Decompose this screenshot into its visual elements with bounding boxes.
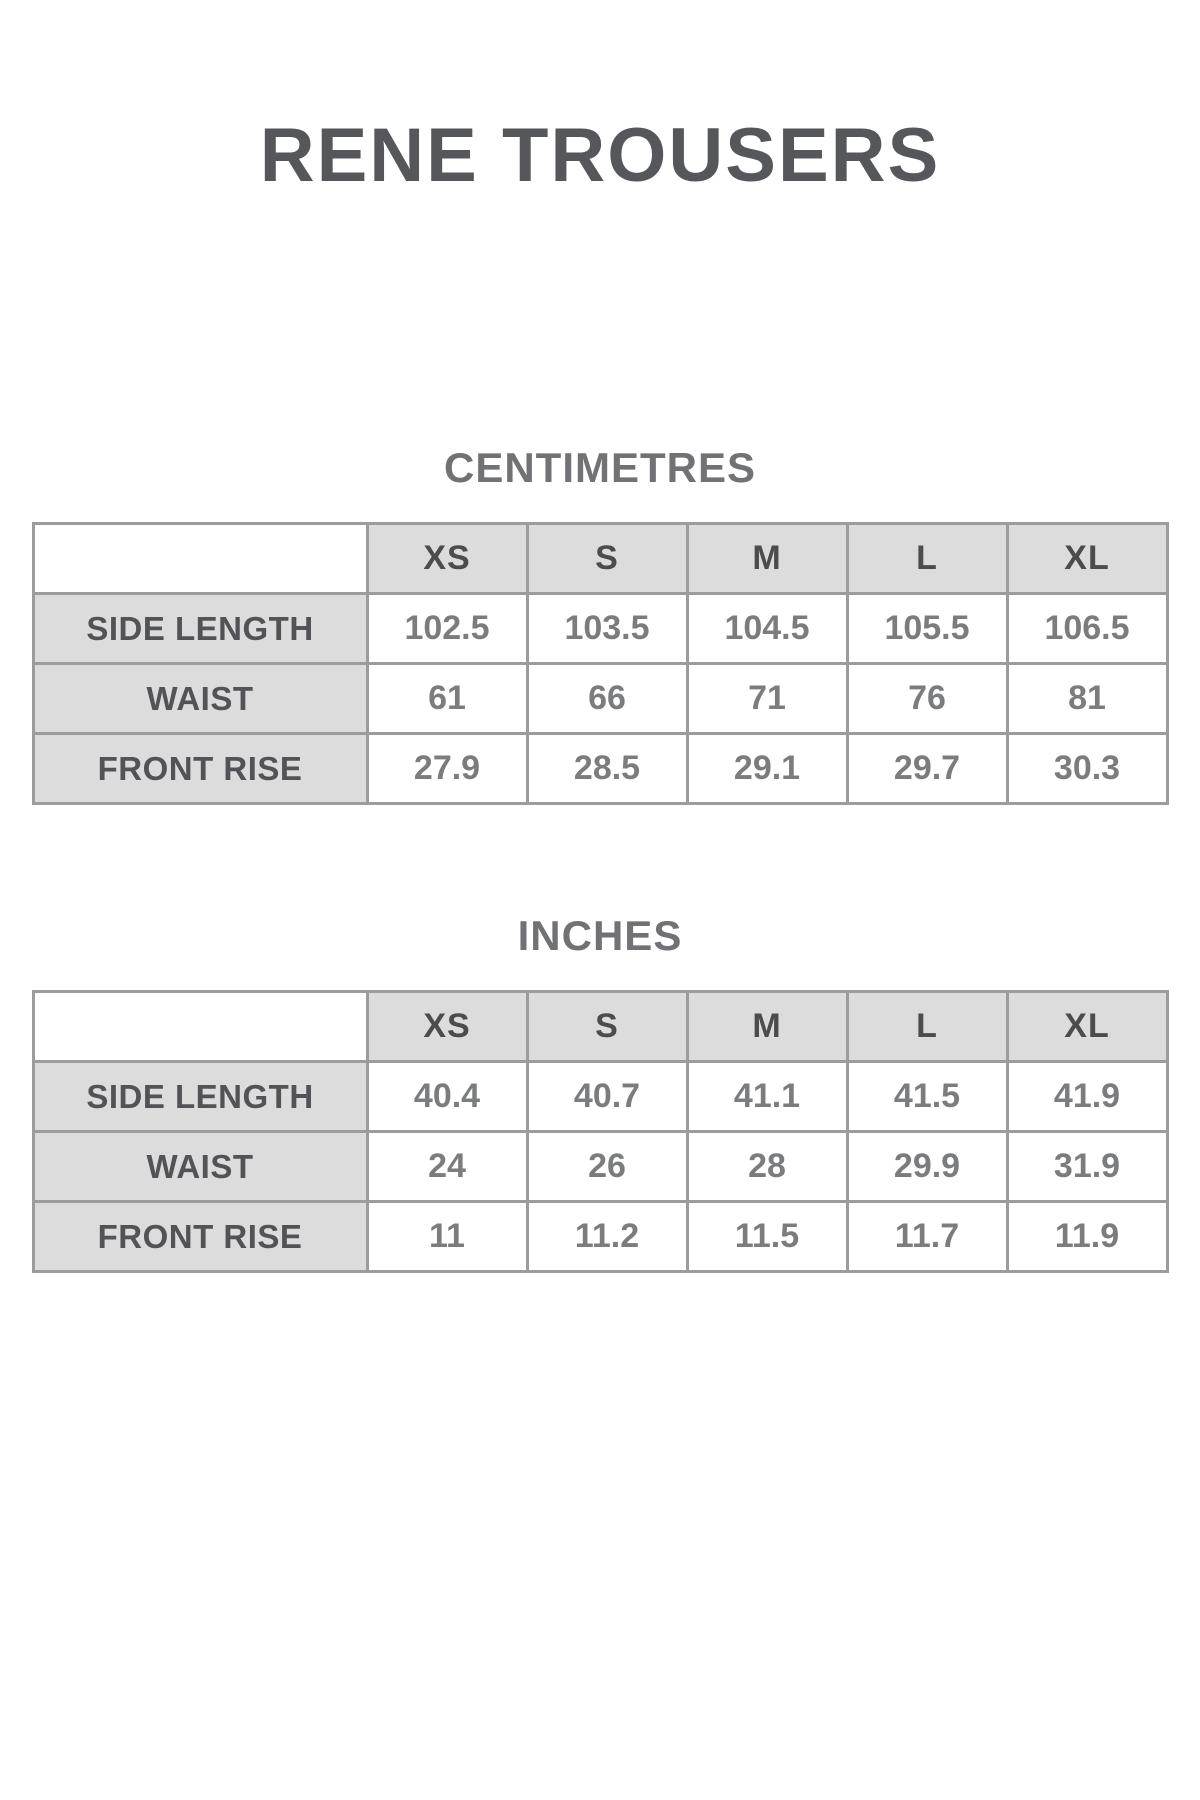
cell-side-length-xl: 106.5 (1007, 594, 1167, 664)
size-table-inches (32, 990, 1169, 1273)
cell-front-rise-xs: 11 (367, 1202, 527, 1272)
cell-side-length-xl: 41.9 (1007, 1062, 1167, 1132)
section-heading-centimetres: CENTIMETRES (443, 444, 756, 491)
column-header-m: M (687, 524, 847, 594)
row-label-front-rise: FRONT RISE (33, 1202, 367, 1272)
table-row-front-rise (33, 1202, 1167, 1272)
column-header-s: S (527, 992, 687, 1062)
cell-front-rise-xs: 27.9 (367, 734, 527, 804)
cell-front-rise-l: 11.7 (847, 1202, 1007, 1272)
cell-waist-l: 29.9 (847, 1132, 1007, 1202)
page-title: RENE TROUSERS (259, 113, 941, 198)
cell-side-length-l: 41.5 (847, 1062, 1007, 1132)
row-label-waist: WAIST (33, 664, 367, 734)
corner-cell (33, 524, 367, 594)
column-header-s: S (527, 524, 687, 594)
cell-front-rise-s: 28.5 (527, 734, 687, 804)
cell-waist-s: 26 (527, 1132, 687, 1202)
column-header-xs: XS (367, 992, 527, 1062)
table-header-row (33, 992, 1167, 1062)
cell-waist-l: 76 (847, 664, 1007, 734)
column-header-xl: XL (1007, 524, 1167, 594)
column-header-l: L (847, 992, 1007, 1062)
cell-waist-xl: 81 (1007, 664, 1167, 734)
cell-front-rise-s: 11.2 (527, 1202, 687, 1272)
column-header-xs: XS (367, 524, 527, 594)
cell-side-length-xs: 102.5 (367, 594, 527, 664)
cell-side-length-s: 40.7 (527, 1062, 687, 1132)
table-row-side-length (33, 594, 1167, 664)
column-header-xl: XL (1007, 992, 1167, 1062)
table-row-waist (33, 664, 1167, 734)
cell-waist-m: 28 (687, 1132, 847, 1202)
cell-waist-m: 71 (687, 664, 847, 734)
cell-side-length-s: 103.5 (527, 594, 687, 664)
cell-front-rise-m: 29.1 (687, 734, 847, 804)
cell-front-rise-xl: 30.3 (1007, 734, 1167, 804)
column-header-m: M (687, 992, 847, 1062)
cell-front-rise-m: 11.5 (687, 1202, 847, 1272)
table-row-waist (33, 1132, 1167, 1202)
row-label-side-length: SIDE LENGTH (33, 594, 367, 664)
corner-cell (33, 992, 367, 1062)
cell-waist-xs: 24 (367, 1132, 527, 1202)
cell-front-rise-l: 29.7 (847, 734, 1007, 804)
table-header-row (33, 524, 1167, 594)
cell-waist-xs: 61 (367, 664, 527, 734)
cell-waist-xl: 31.9 (1007, 1132, 1167, 1202)
cell-front-rise-xl: 11.9 (1007, 1202, 1167, 1272)
cell-side-length-xs: 40.4 (367, 1062, 527, 1132)
cell-waist-s: 66 (527, 664, 687, 734)
section-heading-inches: INCHES (517, 912, 683, 959)
size-table-centimetres (32, 522, 1169, 805)
table-row-front-rise (33, 734, 1167, 804)
row-label-front-rise: FRONT RISE (33, 734, 367, 804)
row-label-side-length: SIDE LENGTH (33, 1062, 367, 1132)
cell-side-length-m: 41.1 (687, 1062, 847, 1132)
row-label-waist: WAIST (33, 1132, 367, 1202)
table-row-side-length (33, 1062, 1167, 1132)
column-header-l: L (847, 524, 1007, 594)
cell-side-length-l: 105.5 (847, 594, 1007, 664)
cell-side-length-m: 104.5 (687, 594, 847, 664)
